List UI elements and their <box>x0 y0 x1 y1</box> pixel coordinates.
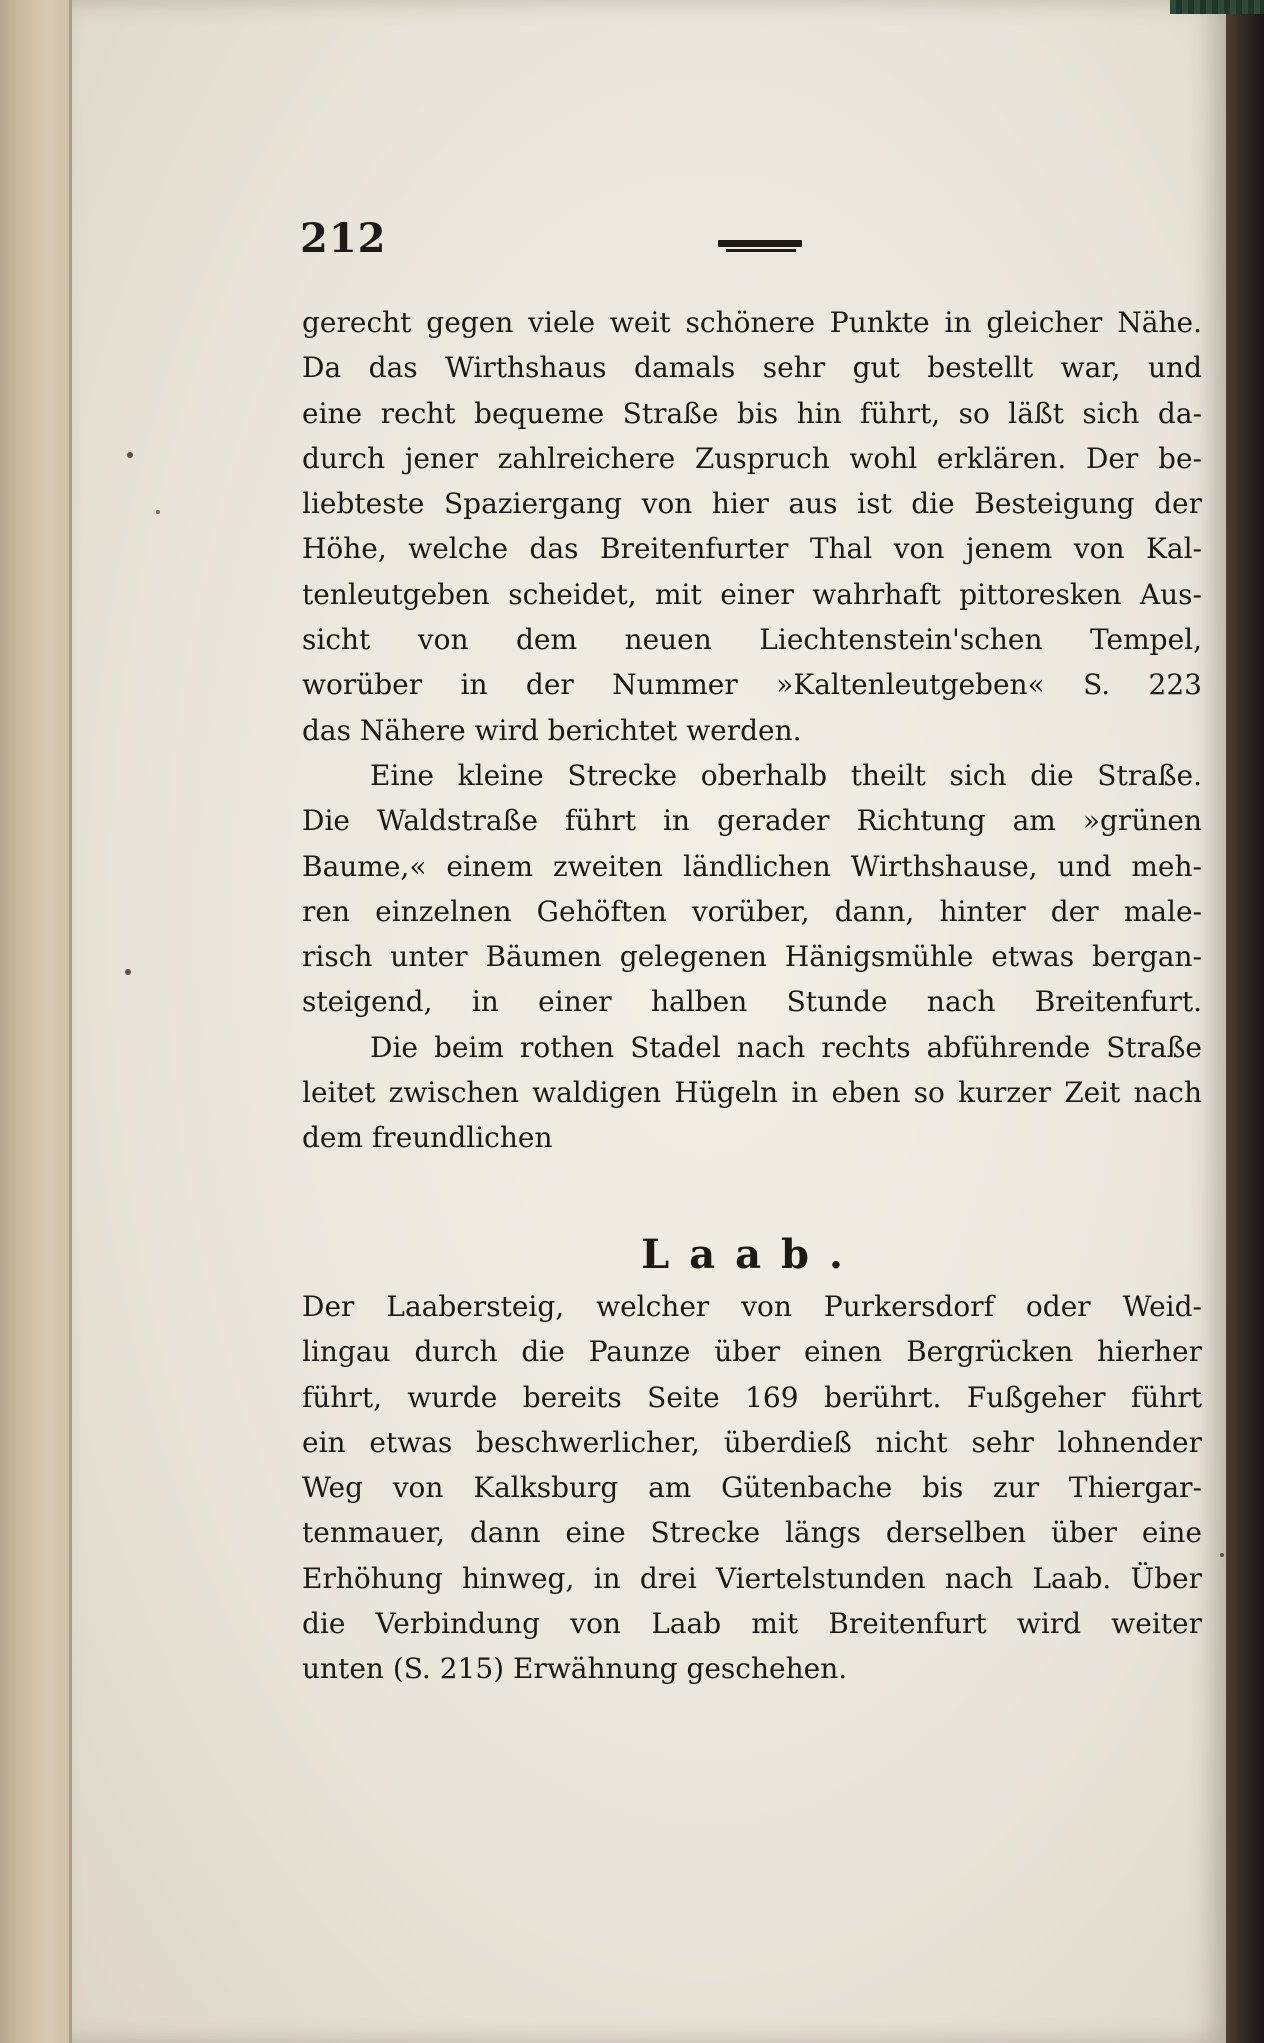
text-line: Die beim rothen Stadel nach rechts abführende Straße <box>370 1030 1202 1064</box>
text-line: Höhe, welche das Breitenfurter Thal von jenem von Kal- <box>302 532 1202 566</box>
text-line: die Verbindung von Laab mit Breitenfurt wird weiter <box>302 1607 1202 1641</box>
text-line: steigend, in einer halben Stunde nach Breitenfurt. <box>302 985 1202 1019</box>
paragraph-2 <box>302 753 1202 1025</box>
text-line: Baume,« einem zweiten ländlichen Wirthshause, und meh- <box>302 849 1202 883</box>
book-cover-cloth <box>1170 0 1264 14</box>
text-line: Eine kleine Strecke oberhalb theilt sich die Straße. <box>370 758 1202 792</box>
text-line: Da das Wirthshaus damals sehr gut bestellt war, und <box>302 351 1202 385</box>
paragraph-3 <box>302 1025 1202 1161</box>
header-ornament-rule <box>718 240 802 254</box>
text-line: unten (S. 215) Erwähnung geschehen. <box>302 1652 848 1686</box>
page-header <box>300 215 1200 275</box>
book-page-edges <box>0 0 72 2043</box>
text-line: tenleutgeben scheidet, mit einer wahrhaft pittoresken Aus- <box>302 577 1202 611</box>
paragraph-4 <box>302 1284 1202 1692</box>
text-line: führt, wurde bereits Seite 169 berührt. Fußgeher führt <box>302 1380 1202 1414</box>
page-number: 212 <box>300 215 387 262</box>
text-line: durch jener zahlreichere Zuspruch wohl erklären. Der be- <box>302 441 1202 475</box>
body-text-lower <box>302 1284 1202 1692</box>
paragraph-1 <box>302 300 1202 753</box>
text-line: Die Waldstraße führt in gerader Richtung am »grünen <box>302 804 1202 838</box>
text-line: Der Laabersteig, welcher von Purkersdorf oder Weid- <box>302 1290 1202 1323</box>
text-line: das Nähere wird berichtet werden. <box>302 713 802 747</box>
book-binding-shadow <box>1226 0 1264 2043</box>
text-line: worüber in der Nummer »Kaltenleutgeben« S. 223 <box>302 668 1202 702</box>
text-line: sicht von dem neuen Liechtenstein'schen Tempel, <box>302 623 1202 657</box>
text-line: ein etwas beschwerlicher, überdieß nicht sehr lohnender <box>302 1425 1202 1459</box>
text-line: dem freundlichen <box>302 1121 553 1155</box>
text-line: risch unter Bäumen gelegenen Hänigsmühle etwas bergan- <box>302 940 1202 974</box>
text-line: gerecht gegen viele weit schönere Punkte in gleicher Nähe. <box>302 306 1202 339</box>
text-line: Erhöhung hinweg, in drei Viertelstunden nach Laab. Über <box>302 1561 1202 1595</box>
text-line: eine recht bequeme Straße bis hin führt, so läßt sich da- <box>302 396 1202 430</box>
text-line: lingau durch die Paunze über einen Bergrücken hierher <box>302 1335 1202 1369</box>
section-heading: Laab. <box>641 1231 863 1278</box>
text-line: Weg von Kalksburg am Gütenbache bis zur Thiergar- <box>302 1471 1202 1505</box>
body-text-upper <box>302 300 1202 1161</box>
text-line: ren einzelnen Gehöften vorüber, dann, hinter der male- <box>302 894 1202 928</box>
text-line: liebteste Spaziergang von hier aus ist die Besteigung der <box>302 487 1202 521</box>
text-line: leitet zwischen waldigen Hügeln in eben so kurzer Zeit nach <box>302 1076 1202 1110</box>
text-line: tenmauer, dann eine Strecke längs derselben über eine <box>302 1516 1202 1550</box>
